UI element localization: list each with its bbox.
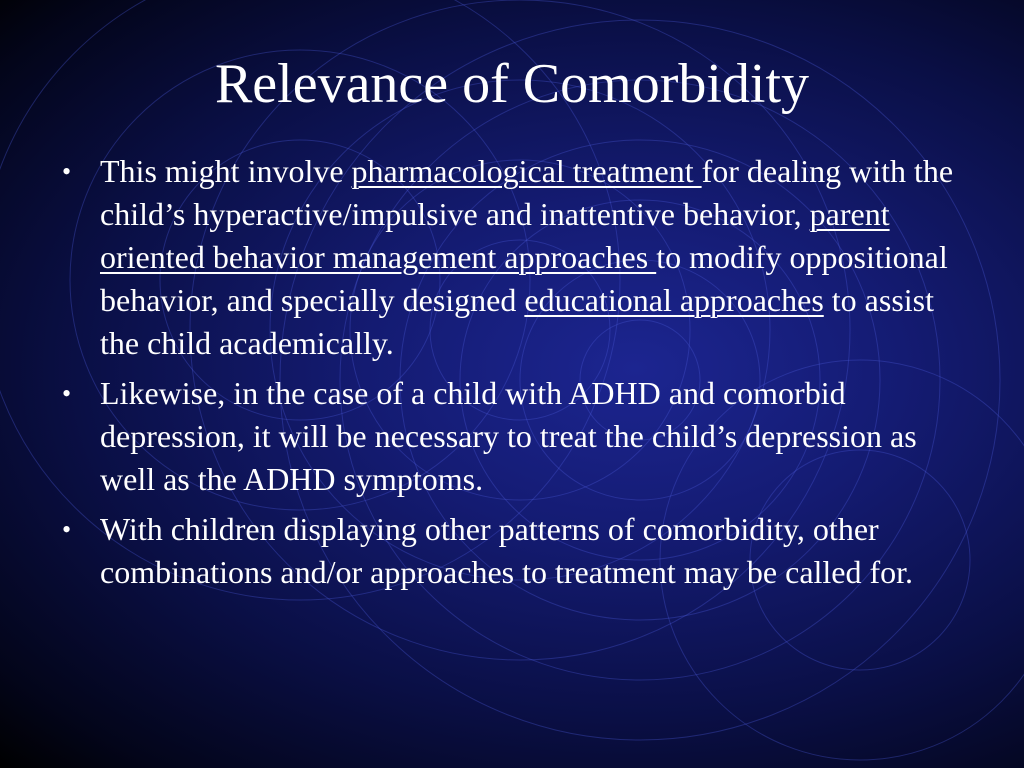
underlined-term: pharmacological treatment xyxy=(351,153,702,189)
text-segment: to assist the child academically. xyxy=(100,282,934,361)
bullet-item xyxy=(60,150,960,365)
bullet-icon: • xyxy=(62,157,72,186)
text-segment: for dealing with the child’s hyperactive/impulsive and inattentive behavior, xyxy=(100,153,954,232)
underlined-term: educational approaches xyxy=(524,282,824,318)
text-segment: This might involve xyxy=(100,153,352,189)
bullet-text: Likewise, in the case of a child with ADHD and comorbid depression, it will be necessary to treat the child’s depression as well as the ADHD symptoms. xyxy=(100,375,917,497)
bullet-icon: • xyxy=(62,515,72,544)
bullet-text xyxy=(100,153,953,361)
slide-title: Relevance of Comorbidity xyxy=(214,53,810,115)
bullet-icon: • xyxy=(62,379,72,408)
text-segment: to modify oppositional behavior, and specially designed xyxy=(100,239,948,318)
underlined-term: parent oriented behavior management approaches xyxy=(100,196,890,275)
bullet-list xyxy=(60,150,960,601)
bullet-item xyxy=(60,372,960,501)
bullet-item xyxy=(60,508,960,594)
bullet-text: With children displaying other patterns of comorbidity, other combinations and/or approaches to treatment may be called for. xyxy=(100,511,914,590)
